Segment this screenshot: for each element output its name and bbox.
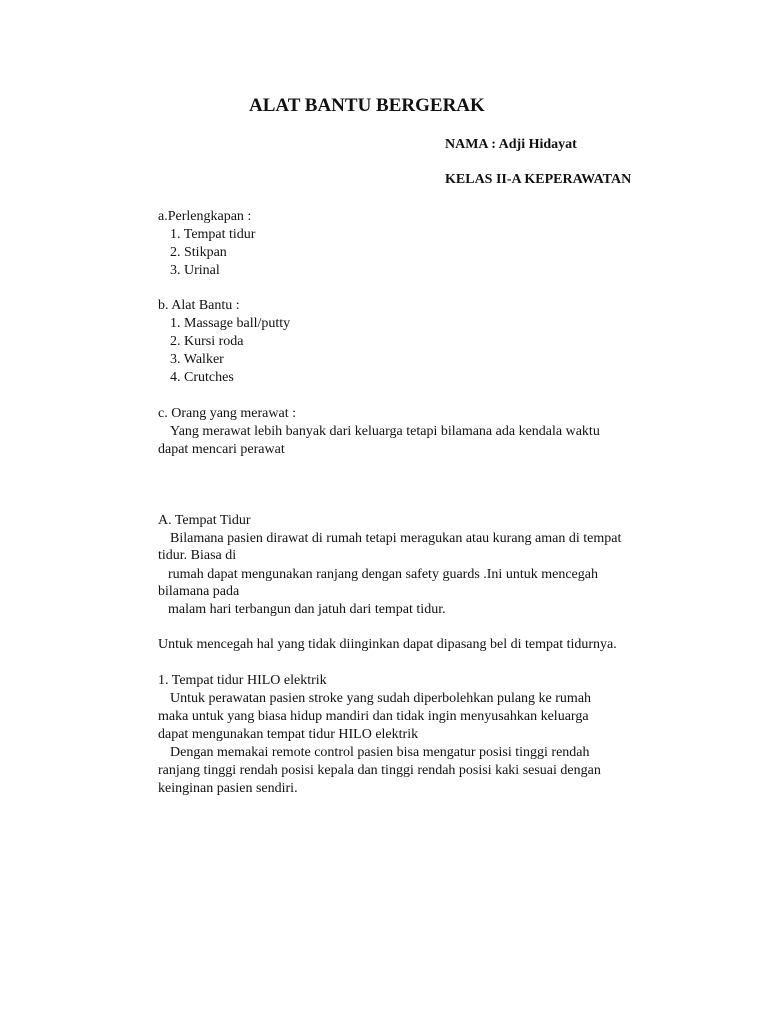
list-item: 3. Walker xyxy=(170,352,224,367)
paragraph-line: rumah dapat mengunakan ranjang dengan safety guards .Ini untuk mencegah xyxy=(168,567,598,582)
paragraph-line: maka untuk yang biasa hidup mandiri dan tidak ingin menyusahkan keluarga xyxy=(158,709,589,724)
paragraph-line: tidur. Biasa di xyxy=(158,548,237,563)
section-heading: 1. Tempat tidur HILO elektrik xyxy=(158,673,327,688)
paragraph-line: Yang merawat lebih banyak dari keluarga tetapi bilamana ada kendala waktu xyxy=(170,424,600,439)
paragraph-line: Dengan memakai remote control pasien bisa mengatur posisi tinggi rendah xyxy=(170,745,590,760)
page-title: ALAT BANTU BERGERAK xyxy=(249,95,485,116)
paragraph-line: Bilamana pasien dirawat di rumah tetapi meragukan atau kurang aman di tempat xyxy=(170,531,622,546)
paragraph-line: dapat mencari perawat xyxy=(158,442,285,457)
paragraph-line: Untuk perawatan pasien stroke yang sudah diperbolehkan pulang ke rumah xyxy=(170,691,592,706)
section-heading: A. Tempat Tidur xyxy=(158,513,251,528)
list-item: 1. Tempat tidur xyxy=(170,227,256,242)
student-name: NAMA : Adji Hidayat xyxy=(445,137,577,152)
paragraph-note: Untuk mencegah hal yang tidak diinginkan dapat dipasang bel di tempat tidurnya. xyxy=(158,637,617,652)
student-class: KELAS II-A KEPERAWATAN xyxy=(445,172,632,187)
paragraph-line: ranjang tinggi rendah posisi kepala dan tinggi rendah posisi kaki sesuai dengan xyxy=(158,763,601,778)
section-heading: a.Perlengkapan : xyxy=(158,209,252,224)
list-item: 2. Kursi roda xyxy=(170,334,244,349)
paragraph-line: malam hari terbangun dan jatuh dari tempat tidur. xyxy=(168,602,446,617)
section-heading: c. Orang yang merawat : xyxy=(158,406,296,421)
paragraph-line: keinginan pasien sendiri. xyxy=(158,781,298,796)
list-item: 1. Massage ball/putty xyxy=(170,316,291,331)
paragraph-line: bilamana pada xyxy=(158,584,240,599)
list-item: 2. Stikpan xyxy=(170,245,227,260)
list-item: 4. Crutches xyxy=(170,370,234,385)
paragraph-line: dapat mengunakan tempat tidur HILO elektrik xyxy=(158,727,419,742)
section-heading: b. Alat Bantu : xyxy=(158,298,240,313)
list-item: 3. Urinal xyxy=(170,263,220,278)
